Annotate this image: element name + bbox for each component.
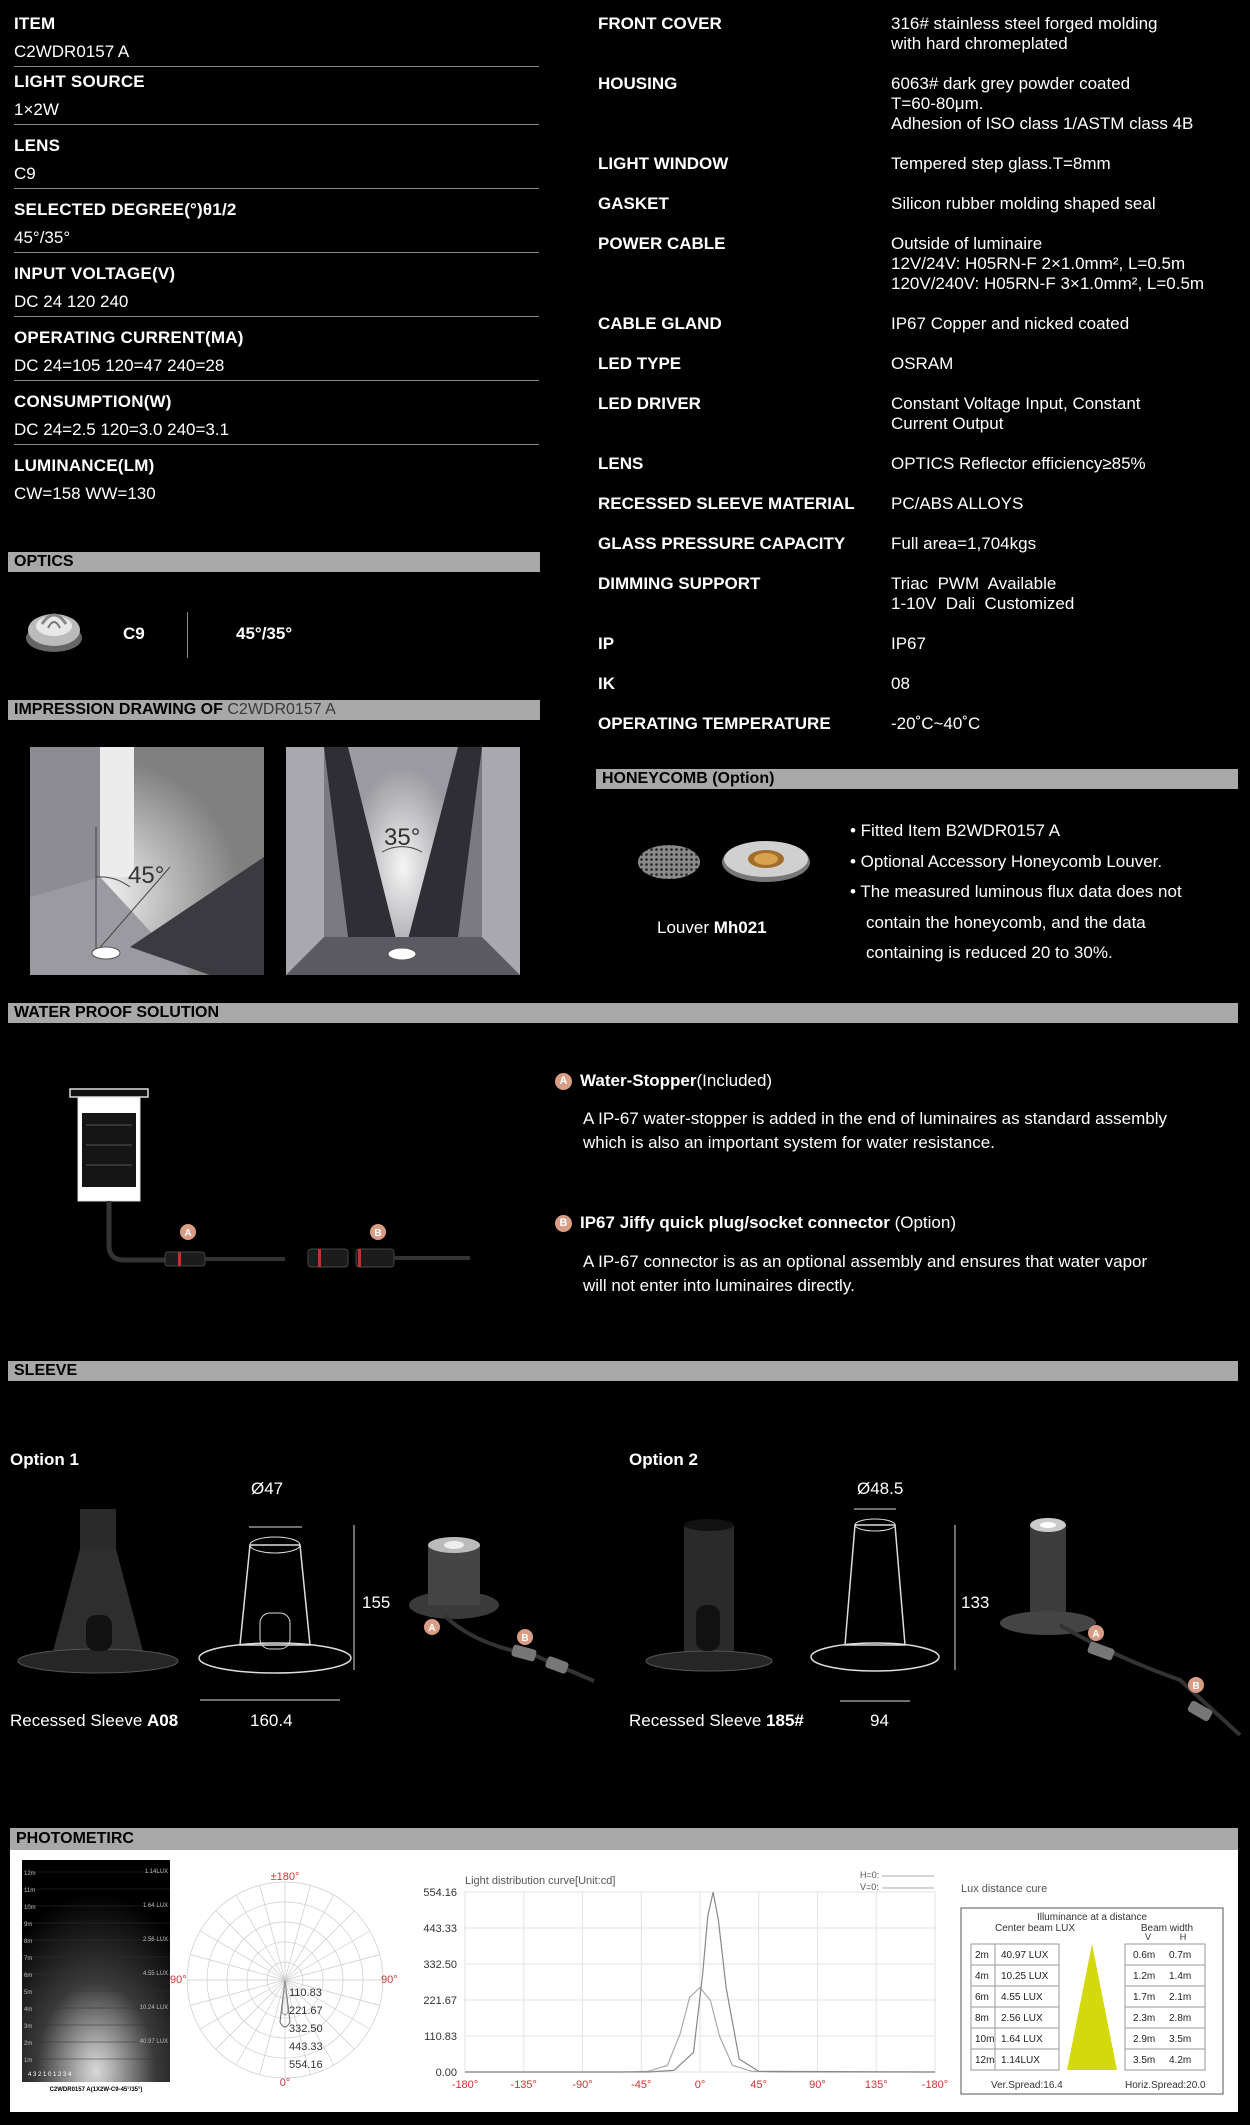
curve-x-tick: -90° bbox=[572, 2079, 593, 2091]
polar-spoke bbox=[285, 1955, 380, 1980]
spec-value: 45°/35° bbox=[14, 228, 71, 247]
polar-left: 90° bbox=[170, 1974, 187, 1986]
honeycomb-mesh-icon bbox=[634, 842, 704, 882]
water-stopper-desc-2: which is also an important system for water resistance. bbox=[583, 1133, 995, 1152]
water-stopper-name: Water-Stopper bbox=[580, 1071, 697, 1090]
right-spec-value: IP67 bbox=[891, 634, 926, 653]
lens-icon bbox=[22, 600, 92, 660]
spec-label: CONSUMPTION(W) bbox=[14, 392, 172, 411]
honeycomb-bullet: contain the honeycomb, and the data bbox=[866, 912, 1146, 932]
curve-title: Light distribution curve[Unit:cd] bbox=[465, 1875, 616, 1887]
lux-distance-diagram bbox=[955, 1872, 1233, 2100]
lux-width-v: 2.9m bbox=[1133, 2034, 1156, 2045]
lux-value: 4.55 LUX bbox=[1001, 1992, 1043, 2003]
lux-header-v: V bbox=[1144, 1932, 1152, 1942]
right-spec-label: HOUSING bbox=[598, 74, 678, 93]
lux-width-v: 2.3m bbox=[1133, 2013, 1156, 2024]
impression-header-item: C2WDR0157 A bbox=[227, 701, 336, 718]
right-spec-label: LIGHT WINDOW bbox=[598, 154, 729, 173]
beam-row-label: 10m bbox=[24, 1905, 36, 1911]
curve-y-tick: 332.50 bbox=[423, 1959, 457, 1971]
lux-width-h: 1.4m bbox=[1169, 1971, 1192, 1982]
lux-header-1: Illuminance at a distance bbox=[1036, 1912, 1148, 1923]
honeycomb-header: HONEYCOMB (Option) bbox=[596, 769, 1238, 789]
impression-drawing-45 bbox=[30, 747, 264, 975]
beam-lux-label: 1.14LUX bbox=[144, 1869, 168, 1875]
connector-suffix: (Option) bbox=[889, 1213, 957, 1232]
curve-x-tick: -135° bbox=[510, 2079, 537, 2091]
curve-y-tick: 221.67 bbox=[423, 1995, 457, 2007]
curve-x-tick: 0° bbox=[694, 2079, 706, 2091]
spec-label: LUMINANCE(LM) bbox=[14, 456, 155, 475]
right-spec-value: Constant Voltage Input, Constant Current Output bbox=[891, 394, 1141, 433]
lux-header-2: Center beam LUX bbox=[994, 1923, 1076, 1934]
right-spec-value: OPTICS Reflector efficiency≥85% bbox=[891, 454, 1146, 473]
polar-spoke bbox=[200, 1980, 285, 2029]
lux-width-h: 3.5m bbox=[1169, 2034, 1192, 2045]
spec-divider bbox=[14, 252, 539, 253]
impression-header-bold: IMPRESSION DRAWING OF bbox=[14, 701, 223, 718]
badge-b: B bbox=[555, 1215, 572, 1232]
spec-divider bbox=[14, 66, 539, 67]
lux-width-v: 1.2m bbox=[1133, 1971, 1156, 1982]
impression-angle-45: 45° bbox=[128, 862, 165, 889]
beam-row-label: 7m bbox=[24, 1956, 33, 1962]
beam-axis: 4 3 2 1 0 1 2 3 4 bbox=[28, 2072, 72, 2078]
sleeve1-badge-a: A bbox=[428, 1623, 436, 1634]
right-spec-value: Outside of luminaire 12V/24V: H05RN-F 2×1.0mm², L=0.5m 120V/240V: H05RN-F 3×1.0mm², L=0.5m bbox=[891, 234, 1205, 293]
sleeve-1-label-text: Recessed Sleeve bbox=[10, 1711, 148, 1730]
lux-width-h: 0.7m bbox=[1169, 1950, 1192, 1961]
spec-row bbox=[14, 456, 539, 504]
curve-x-tick: 135° bbox=[864, 2079, 888, 2091]
polar-spoke bbox=[260, 1980, 285, 2075]
lux-value: 40.97 LUX bbox=[1001, 1950, 1049, 1961]
ver-spread: Ver.Spread:16.4 bbox=[991, 2080, 1063, 2091]
spec-divider bbox=[14, 316, 539, 317]
right-spec-label: LED DRIVER bbox=[598, 394, 701, 413]
right-spec-value: 08 bbox=[891, 674, 910, 693]
curve-x-tick: -180° bbox=[451, 2079, 479, 2091]
curve-x-tick: 90° bbox=[809, 2079, 826, 2091]
connector-desc-1: A IP-67 connector is as an optional assembly and ensures that water vapor bbox=[583, 1252, 1148, 1271]
water-stopper-suffix: (Included) bbox=[696, 1071, 773, 1090]
beam-row-label: 3m bbox=[24, 2024, 33, 2030]
spec-divider bbox=[14, 188, 539, 189]
beam-row-label: 5m bbox=[24, 1990, 33, 1996]
sleeve-2-model: 185# bbox=[766, 1711, 804, 1730]
lux-width-v: 0.6m bbox=[1133, 1950, 1156, 1961]
polar-spoke bbox=[190, 1955, 285, 1980]
right-spec-value: Tempered step glass.T=8mm bbox=[891, 154, 1111, 173]
optics-header: OPTICS bbox=[8, 552, 540, 572]
right-spec-label: GLASS PRESSURE CAPACITY bbox=[598, 534, 846, 553]
beam-lux-label: 2.56 LUX bbox=[142, 1937, 168, 1943]
hor-spread: Horiz.Spread:20.0 bbox=[1125, 2080, 1206, 2091]
polar-right: 90° bbox=[381, 1974, 398, 1986]
polar-value: 332.50 bbox=[289, 2023, 323, 2035]
beam-caption: C2WDR0157 A(1X2W-C9-45°/35°) bbox=[49, 2087, 143, 2093]
polar-top: ±180° bbox=[270, 1871, 300, 1883]
beam-lux-label: 10.24 LUX bbox=[139, 2005, 168, 2011]
louver-model: Mh021 bbox=[713, 918, 767, 937]
polar-spoke bbox=[200, 1931, 285, 1980]
beam-row-label: 12m bbox=[24, 1871, 36, 1877]
polar-spoke bbox=[285, 1885, 310, 1980]
right-spec-label: OPERATING TEMPERATURE bbox=[598, 714, 831, 733]
beam-lux-label: 4.55 LUX bbox=[142, 1971, 168, 1977]
polar-spoke bbox=[236, 1980, 285, 2065]
right-spec-label: GASKET bbox=[598, 194, 669, 213]
lux-value: 10.25 LUX bbox=[1001, 1971, 1049, 1982]
polar-spoke bbox=[285, 1931, 370, 1980]
right-spec-value: Full area=1,704kgs bbox=[891, 534, 1037, 553]
optics-degree: 45°/35° bbox=[236, 624, 293, 643]
curve-y-tick: 443.33 bbox=[423, 1923, 457, 1935]
right-spec-label: RECESSED SLEEVE MATERIAL bbox=[598, 494, 855, 513]
beam-row-label: 1m bbox=[24, 2058, 33, 2064]
lux-distance: 2m bbox=[975, 1950, 989, 1961]
light-distribution-chart bbox=[420, 1870, 949, 2095]
sleeve-option-2-drawings bbox=[640, 1505, 1245, 1745]
optics-lens: C9 bbox=[123, 624, 145, 643]
spec-label: OPERATING CURRENT(MA) bbox=[14, 328, 244, 347]
lux-beam-cone bbox=[1067, 1944, 1117, 2070]
impression-header bbox=[8, 700, 540, 720]
polar-diagram bbox=[168, 1872, 408, 2087]
waterproof-assembly-drawing bbox=[60, 1085, 480, 1275]
sleeve1-badge-b: B bbox=[521, 1633, 529, 1644]
right-spec-label: POWER CABLE bbox=[598, 234, 726, 253]
polar-value: 221.67 bbox=[289, 2005, 323, 2017]
spec-divider bbox=[14, 444, 539, 445]
legend-h: H=0: bbox=[860, 1870, 880, 1880]
spec-row bbox=[14, 72, 539, 120]
spec-value: C2WDR0157 A bbox=[14, 42, 130, 61]
water-stopper-title bbox=[555, 1071, 772, 1091]
polar-spoke bbox=[285, 1895, 334, 1980]
photometric-header: PHOTOMETIRC bbox=[10, 1828, 1238, 1850]
beam-row-label: 6m bbox=[24, 1973, 33, 1979]
spec-value: DC 24=2.5 120=3.0 240=3.1 bbox=[14, 420, 230, 439]
right-spec-label: IP bbox=[598, 634, 615, 653]
lux-value: 1.14LUX bbox=[1001, 2055, 1040, 2066]
right-spec-value: IP67 Copper and nicked coated bbox=[891, 314, 1130, 333]
polar-spoke bbox=[236, 1895, 285, 1980]
spec-row bbox=[14, 392, 539, 440]
beam-lux-label: 1.64 LUX bbox=[142, 1903, 168, 1909]
honeycomb-bullet: • Fitted Item B2WDR0157 A bbox=[850, 821, 1061, 840]
curve-y-tick: 0.00 bbox=[435, 2067, 457, 2079]
sleeve-2-label-text: Recessed Sleeve bbox=[629, 1711, 767, 1730]
beam-row-label: 9m bbox=[24, 1922, 33, 1928]
lux-value: 1.64 LUX bbox=[1001, 2034, 1043, 2045]
spec-row bbox=[14, 14, 539, 62]
right-spec-label: LENS bbox=[598, 454, 644, 473]
beam-diagram bbox=[22, 1860, 170, 2095]
curve-x-tick: -45° bbox=[631, 2079, 652, 2091]
louver-icon bbox=[720, 834, 812, 884]
spec-value: DC 24=105 120=47 240=28 bbox=[14, 356, 225, 375]
sleeve-2-diameter: Ø48.5 bbox=[857, 1479, 904, 1498]
right-spec-value: 6063# dark grey powder coated T=60-80μm. Adhesion of ISO class 1/ASTM class 4B bbox=[891, 74, 1194, 133]
beam-row-label: 8m bbox=[24, 1939, 33, 1945]
polar-bottom: 0° bbox=[279, 2077, 291, 2089]
lux-header-3: Beam width bbox=[1140, 1923, 1194, 1934]
spec-divider bbox=[14, 124, 539, 125]
curve-y-tick: 554.16 bbox=[423, 1887, 457, 1899]
spec-label: LIGHT SOURCE bbox=[14, 72, 145, 91]
honeycomb-bullets bbox=[850, 816, 1182, 969]
connector-desc-2: will not enter into luminaires directly. bbox=[583, 1276, 855, 1295]
sleeve-1-height: 155 bbox=[362, 1593, 391, 1612]
spec-label: ITEM bbox=[14, 14, 56, 33]
sleeve-2-width: 94 bbox=[870, 1711, 889, 1730]
spec-label: LENS bbox=[14, 136, 61, 155]
lux-distance: 12m bbox=[975, 2055, 995, 2066]
louver-label bbox=[657, 918, 767, 938]
sleeve2-badge-a: A bbox=[1092, 1629, 1100, 1640]
lux-width-h: 4.2m bbox=[1169, 2055, 1192, 2066]
spec-value: C9 bbox=[14, 164, 36, 183]
right-spec-value: Triac PWM Available 1-10V Dali Customized bbox=[891, 574, 1075, 613]
sleeve-option-1: Option 1 bbox=[10, 1450, 79, 1469]
spec-row bbox=[14, 264, 539, 312]
spec-row bbox=[14, 200, 539, 248]
sleeve2-badge-b: B bbox=[1192, 1681, 1200, 1692]
right-spec-label: FRONT COVER bbox=[598, 14, 722, 33]
curve-y-tick: 110.83 bbox=[424, 2031, 457, 2043]
connector-name: IP67 Jiffy quick plug/socket connector bbox=[580, 1213, 890, 1232]
lux-value: 2.56 LUX bbox=[1001, 2013, 1043, 2024]
sleeve-1-width: 160.4 bbox=[250, 1711, 293, 1730]
right-spec-label: LED TYPE bbox=[598, 354, 682, 373]
spec-value: 1×2W bbox=[14, 100, 59, 119]
polar-spoke bbox=[260, 1885, 285, 1980]
polar-spoke bbox=[190, 1980, 285, 2005]
right-spec-label: DIMMING SUPPORT bbox=[598, 574, 761, 593]
sleeve-2-label bbox=[629, 1711, 804, 1731]
impression-angle-35: 35° bbox=[384, 824, 421, 851]
waterproof-badge-a: A bbox=[184, 1228, 192, 1239]
lux-distance: 4m bbox=[975, 1971, 989, 1982]
lux-width-v: 3.5m bbox=[1133, 2055, 1156, 2066]
right-spec-label: CABLE GLAND bbox=[598, 314, 722, 333]
spec-divider bbox=[14, 380, 539, 381]
lux-title: Lux distance cure bbox=[961, 1883, 1048, 1895]
sleeve-option-2: Option 2 bbox=[629, 1450, 698, 1469]
sleeve-1-diameter: Ø47 bbox=[251, 1479, 284, 1498]
sleeve-1-label bbox=[10, 1711, 178, 1731]
waterproof-badge-b: B bbox=[374, 1228, 382, 1239]
optics-divider bbox=[187, 612, 188, 658]
beam-row-label: 4m bbox=[24, 2007, 33, 2013]
lux-header-h: H bbox=[1179, 1932, 1187, 1942]
honeycomb-bullet: • The measured luminous flux data does not bbox=[850, 882, 1182, 901]
right-spec-value: PC/ABS ALLOYS bbox=[891, 494, 1024, 513]
polar-value: 443.33 bbox=[289, 2041, 323, 2053]
polar-spoke bbox=[216, 1980, 285, 2049]
legend-v: V=0: bbox=[860, 1882, 879, 1892]
waterproof-header: WATER PROOF SOLUTION bbox=[8, 1003, 1238, 1023]
connector-title bbox=[555, 1213, 956, 1233]
polar-spoke bbox=[216, 1911, 285, 1980]
curve-x-tick: -180° bbox=[921, 2079, 949, 2091]
sleeve-header: SLEEVE bbox=[8, 1361, 1238, 1381]
honeycomb-bullet: containing is reduced 20 to 30%. bbox=[866, 943, 1113, 962]
beam-lux-label: 40.97 LUX bbox=[139, 2039, 168, 2045]
curve-x-tick: 45° bbox=[750, 2079, 768, 2091]
badge-a: A bbox=[555, 1073, 572, 1090]
sleeve-option-1-drawings bbox=[14, 1505, 624, 1705]
louver-label-prefix: Louver bbox=[657, 918, 714, 937]
spec-row bbox=[14, 136, 539, 184]
sleeve-1-model: A08 bbox=[147, 1711, 179, 1730]
beam-row-label: 11m bbox=[24, 1888, 36, 1894]
polar-spoke bbox=[285, 1911, 354, 1980]
lux-distance: 10m bbox=[975, 2034, 995, 2045]
spec-row bbox=[14, 328, 539, 376]
right-spec-value: OSRAM bbox=[891, 354, 954, 373]
right-spec-value: 316# stainless steel forged molding with hard chromeplated bbox=[891, 14, 1158, 53]
spec-label: SELECTED DEGREE(°)θ1/2 bbox=[14, 200, 237, 219]
sleeve-2-height: 133 bbox=[961, 1593, 990, 1612]
spec-value: DC 24 120 240 bbox=[14, 292, 129, 311]
polar-value: 110.83 bbox=[289, 1987, 322, 1999]
beam-row-label: 2m bbox=[24, 2041, 33, 2047]
right-spec-value: -20˚C~40˚C bbox=[891, 714, 981, 733]
spec-label: INPUT VOLTAGE(V) bbox=[14, 264, 176, 283]
lux-width-v: 1.7m bbox=[1133, 1992, 1156, 2003]
right-spec-label: IK bbox=[598, 674, 615, 693]
lux-distance: 6m bbox=[975, 1992, 989, 2003]
lux-distance: 8m bbox=[975, 2013, 989, 2024]
polar-value: 554.16 bbox=[289, 2059, 323, 2071]
water-stopper-desc-1: A IP-67 water-stopper is added in the end of luminaires as standard assembly bbox=[583, 1109, 1167, 1128]
lux-width-h: 2.8m bbox=[1169, 2013, 1192, 2024]
right-spec-value: Silicon rubber molding shaped seal bbox=[891, 194, 1156, 213]
lux-width-h: 2.1m bbox=[1169, 1992, 1192, 2003]
spec-value: CW=158 WW=130 bbox=[14, 484, 156, 503]
impression-drawing-35 bbox=[286, 747, 520, 975]
honeycomb-bullet: • Optional Accessory Honeycomb Louver. bbox=[850, 851, 1163, 871]
